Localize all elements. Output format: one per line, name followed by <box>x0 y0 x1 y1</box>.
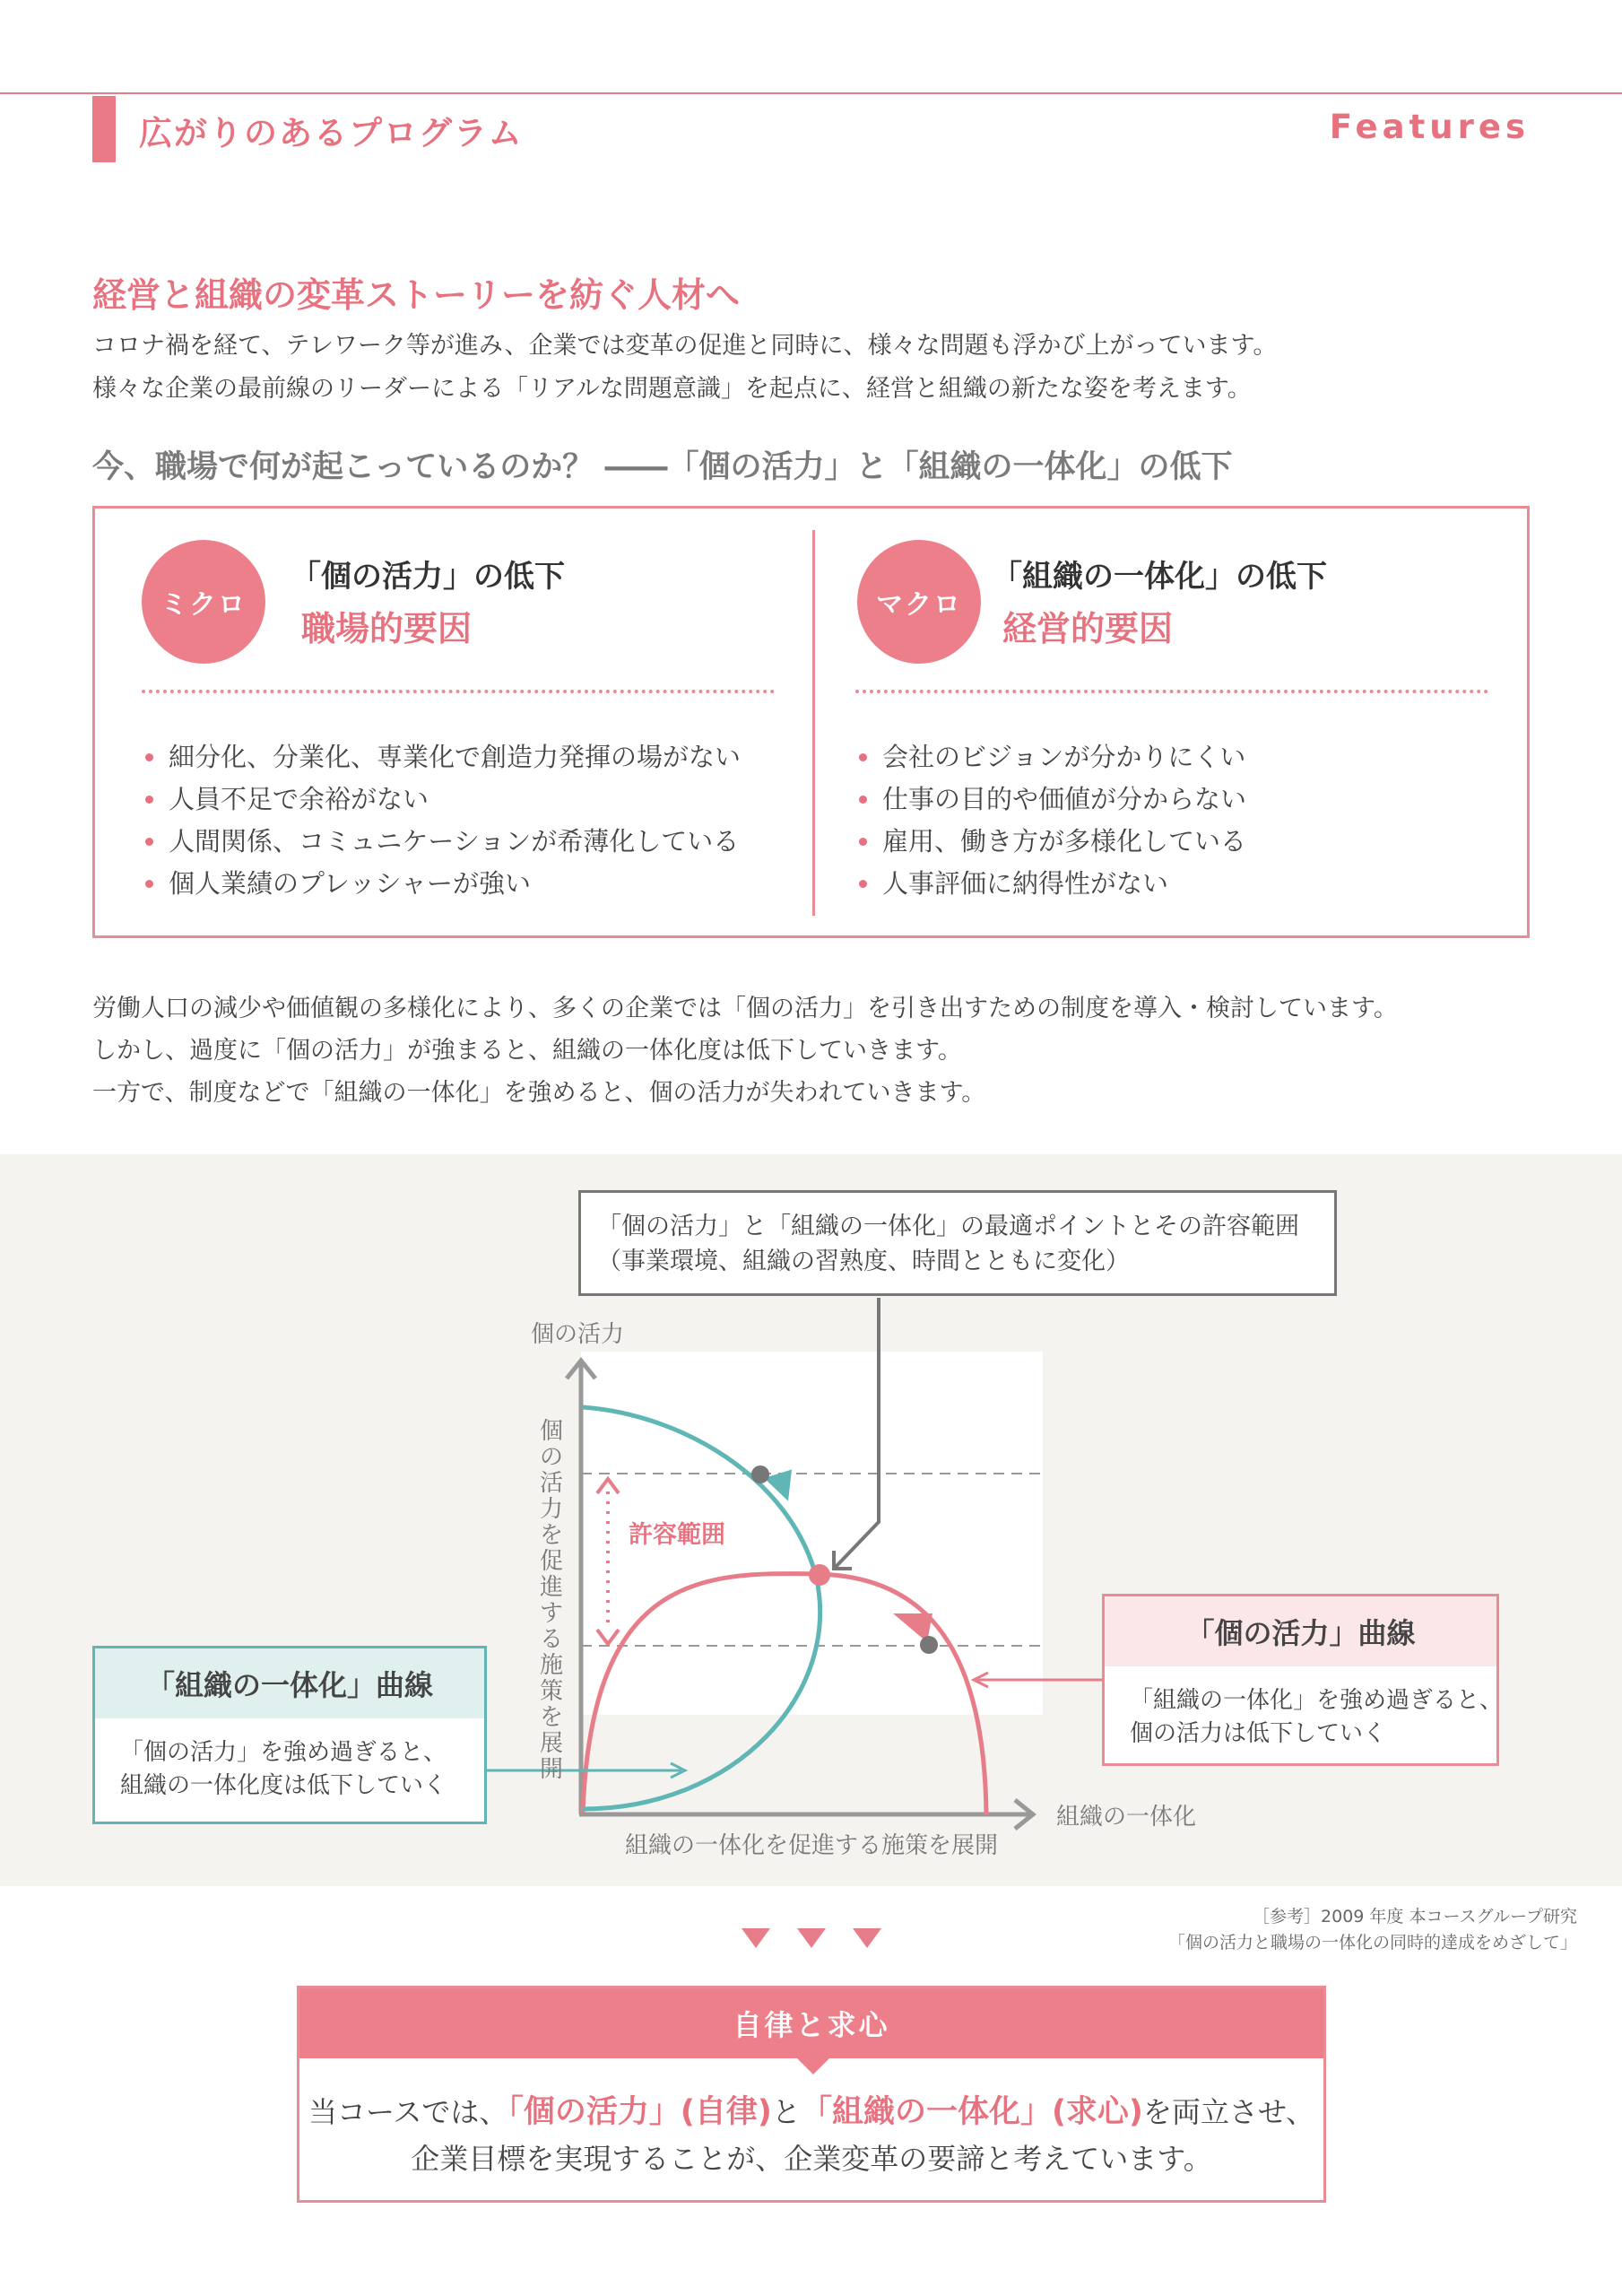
bullet-dot-icon <box>145 796 153 804</box>
vertical-label-char: 展 <box>539 1730 563 1757</box>
conclusion-pre: 当コースでは、 <box>308 2095 508 2129</box>
y-measure-label <box>536 1419 567 1783</box>
reference-line: 「個の活力と職場の一体化の同時的達成をめざして」 <box>1167 1933 1577 1952</box>
x-axis-label: 組織の一体化 <box>1056 1804 1197 1831</box>
y-axis-label: 個の活力 <box>531 1321 625 1348</box>
macro-title: 「組織の一体化」の低下 <box>992 559 1327 595</box>
intro-line: コロナ禍を経て、テレワーク等が進み、企業では変革の促進と同時に、様々な問題も浮かび上がっています。 <box>92 332 1278 360</box>
ind-curve-title: 「個の活力」曲線 <box>1105 1596 1496 1666</box>
list-item <box>142 736 741 778</box>
list-item-text: 細分化、分業化、専業化で創造力発揮の場がない <box>169 742 742 772</box>
bullet-dot-icon <box>145 838 153 846</box>
list-item-text: 人間関係、コミュニケーションが希薄化している <box>169 826 740 857</box>
org-curve-description <box>95 1718 484 1803</box>
conclusion-box <box>297 1986 1326 2203</box>
list-item <box>142 863 741 905</box>
lead-heading: 経営と組織の変革ストーリーを紡ぐ人材へ <box>92 275 741 315</box>
vertical-label-char: 進 <box>539 1574 563 1601</box>
legend-line: 組織の一体化度は低下していく <box>120 1772 447 1799</box>
header-notch <box>797 2058 829 2074</box>
conclusion-post: を両立させ、 <box>1142 2095 1314 2129</box>
dotted-separator <box>142 690 775 693</box>
list-item <box>855 821 1246 863</box>
conclusion-header <box>299 1988 1323 2058</box>
header-accent-bar <box>92 96 116 162</box>
macro-factor <box>812 509 1530 935</box>
bullet-dot-icon <box>145 880 153 888</box>
micro-factor <box>95 509 812 935</box>
ind-curve-description <box>1105 1666 1504 1751</box>
macro-list <box>855 736 1246 905</box>
list-item-text: 仕事の目的や価値が分からない <box>882 784 1247 814</box>
reference-note <box>1168 1904 1577 1956</box>
reference-line: ［参考］2009 年度 本コースグループ研究 <box>1253 1907 1577 1926</box>
micro-cause: 職場的要因 <box>301 609 473 648</box>
ind-curve-legend <box>1102 1594 1504 1766</box>
intro-line: 様々な企業の最前線のリーダーによる「リアルな問題意識」を起点に、経営と組織の新たな姿を考えます。 <box>92 375 1252 403</box>
optimal-point <box>809 1564 830 1586</box>
highlight-centripetal: 「組織の一体化」(求心) <box>800 2094 1143 2130</box>
legend-line: 「個の活力」を強め過ぎると、 <box>120 1739 447 1766</box>
question-heading: 今、職場で何が起こっているのか？ ――「個の活力」と「組織の一体化」の低下 <box>92 449 1233 485</box>
list-item <box>855 778 1246 821</box>
micro-badge: ミクロ <box>142 540 265 664</box>
explanation-paragraph <box>92 987 1398 1114</box>
explanation-line: 労働人口の減少や価値観の多様化により、多くの企業では「個の活力」を引き出すための制度を導入・検討しています。 <box>92 995 1398 1022</box>
upper-limit-point <box>751 1465 769 1483</box>
list-item-text: 個人業績のプレッシャーが強い <box>169 868 531 899</box>
conclusion-line: 企業目標を実現することが、企業変革の要諦と考えています。 <box>411 2142 1212 2176</box>
bullet-dot-icon <box>859 796 867 804</box>
bullet-dot-icon <box>859 880 867 888</box>
conclusion-text <box>299 2058 1323 2182</box>
vertical-label-char: を <box>539 1704 563 1731</box>
conclusion-line <box>299 2089 1323 2135</box>
org-curve-legend <box>92 1646 487 1824</box>
down-triangles <box>740 1925 883 1952</box>
allowance-label: 許容範囲 <box>629 1521 725 1549</box>
callout-line: （事業環境、組織の習熟度、時間とともに変化） <box>597 1248 1130 1275</box>
vertical-label-char: 開 <box>539 1756 563 1783</box>
explanation-line: 一方で、制度などで「組織の一体化」を強めると、個の活力が失われていきます。 <box>92 1079 986 1107</box>
conclusion-title: 自律と求心 <box>733 2008 890 2042</box>
down-triangle-icon <box>853 1928 881 1948</box>
explanation-line: しかし、過度に「個の活力」が強まると、組織の一体化度は低下していきます。 <box>92 1037 962 1065</box>
optimal-point-callout <box>578 1190 1337 1296</box>
bullet-dot-icon <box>145 753 153 761</box>
vertical-label-char: る <box>539 1626 563 1653</box>
conclusion-mid: と <box>771 2095 801 2129</box>
list-item-text: 会社のビジョンが分かりにくい <box>882 742 1246 772</box>
list-item <box>142 778 741 821</box>
list-item <box>142 821 741 863</box>
vertical-label-char: の <box>539 1444 563 1471</box>
callout-line: 「個の活力」と「組織の一体化」の最適ポイントとその許容範囲 <box>597 1213 1299 1240</box>
features-label: Features <box>1329 108 1530 146</box>
macro-cause: 経営的要因 <box>1002 609 1174 648</box>
x-measure-label: 組織の一体化を促進する施策を展開 <box>625 1832 999 1859</box>
legend-line: 「組織の一体化」を強め過ぎると、 <box>1130 1687 1504 1714</box>
lower-limit-point <box>920 1636 938 1654</box>
header-rule <box>0 92 1622 94</box>
list-item-text: 人事評価に納得性がない <box>882 868 1169 899</box>
vertical-label-char: 個 <box>539 1418 563 1445</box>
macro-badge: マクロ <box>857 540 981 664</box>
diagram-band <box>0 1154 1622 1886</box>
bullet-dot-icon <box>859 838 867 846</box>
highlight-autonomy: 「個の活力」(自律) <box>507 2094 772 2130</box>
down-triangle-icon <box>797 1928 826 1948</box>
legend-line: 個の活力は低下していく <box>1130 1720 1387 1747</box>
vertical-label-char: 策 <box>539 1678 563 1705</box>
list-item <box>855 863 1246 905</box>
org-curve-title: 「組織の一体化」曲線 <box>95 1648 484 1718</box>
vertical-label-char: 施 <box>539 1652 563 1679</box>
list-item <box>855 736 1246 778</box>
dotted-separator <box>855 690 1488 693</box>
vertical-label-char: 活 <box>539 1470 563 1497</box>
down-triangle-icon <box>742 1928 770 1948</box>
vertical-label-char: 促 <box>539 1548 563 1575</box>
vertical-label-char: す <box>539 1600 563 1627</box>
micro-title: 「個の活力」の低下 <box>291 559 565 595</box>
micro-list <box>142 736 741 905</box>
list-item-text: 雇用、働き方が多様化している <box>882 826 1247 857</box>
factor-box <box>92 506 1530 938</box>
vertical-label-char: を <box>539 1522 563 1549</box>
section-title: 広がりのあるプログラム <box>139 114 524 152</box>
intro-paragraph <box>92 325 1277 411</box>
vertical-label-char: 力 <box>539 1496 563 1523</box>
list-item-text: 人員不足で余裕がない <box>169 784 429 814</box>
bullet-dot-icon <box>859 753 867 761</box>
